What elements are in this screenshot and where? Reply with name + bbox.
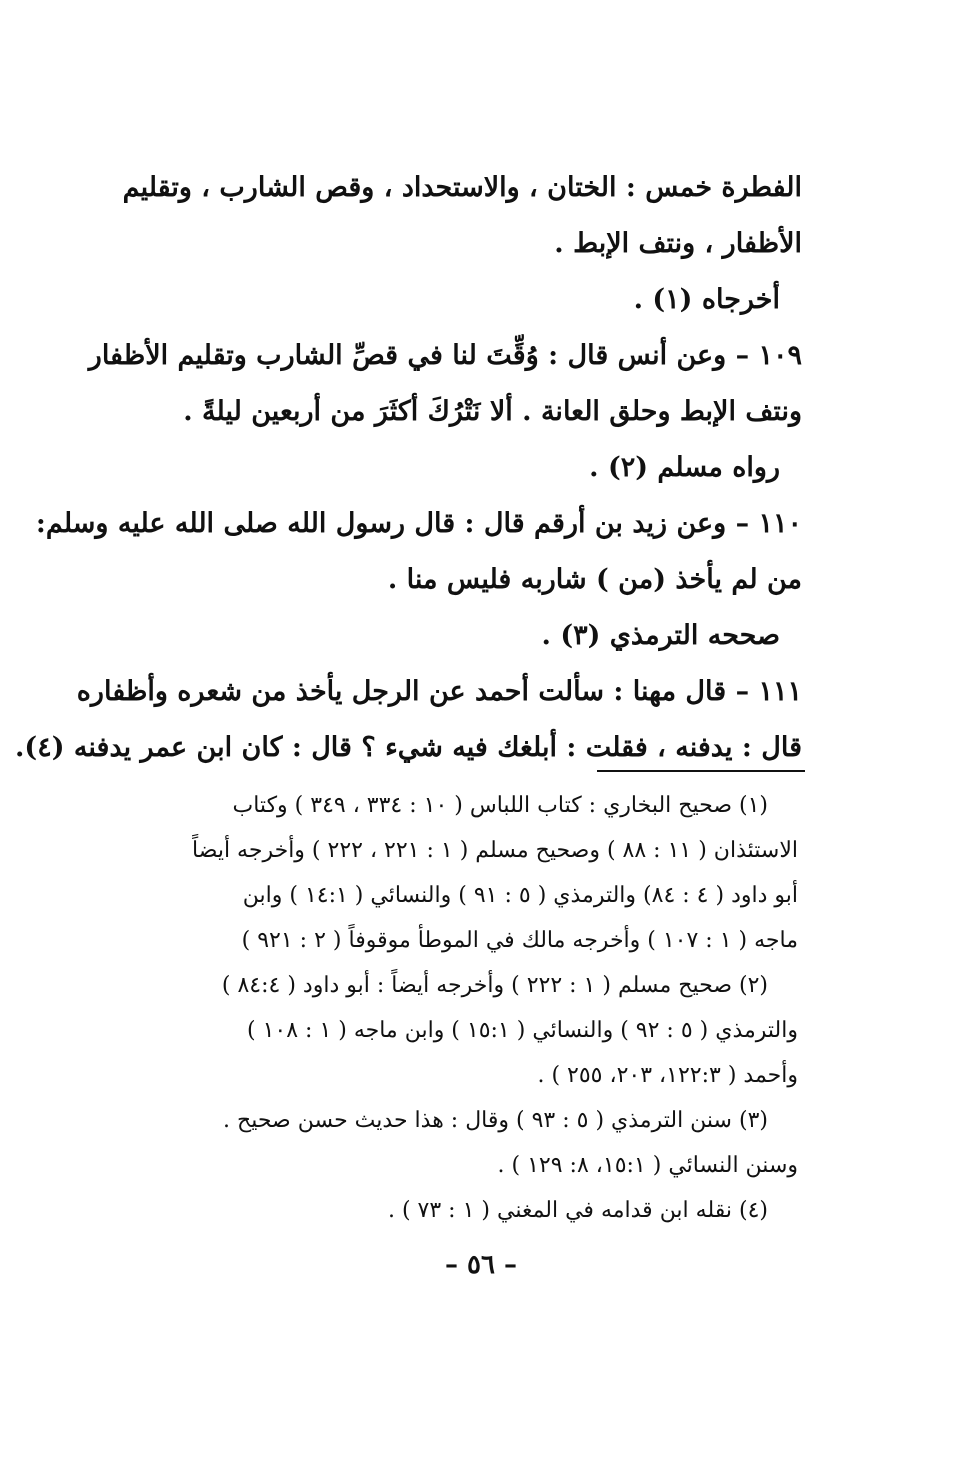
text-line: قال : يدفنه ، فقلت : أبلغك فيه شيء ؟ قال : كان ابن عمر يدفنه (٤). [15, 732, 802, 763]
hadith-111-line: ١١١ – قال مهنا : سألت أحمد عن الرجل يأخذ من شعره وأظفاره [76, 676, 802, 707]
footnote-line: أبو داود ( ٤ : ٨٤) والترمذي ( ٥ : ٩١ ) والنسائي ( ١٤:١ ) وابن [242, 883, 798, 908]
footnote-line: والترمذي ( ٥ : ٩٢ ) والنسائي ( ١٥:١ ) وابن ماجه ( ١ : ١٠٨ ) [247, 1018, 798, 1043]
footnote-2: (٢) صحيح مسلم ( ١ : ٢٢٢ ) وأخرجه أيضاً : أبو داود ( ٨٤:٤ ) [221, 973, 768, 998]
footnotes [148, 783, 798, 1233]
text-line: ونتف الإبط وحلق العانة . ألا نَتْرُكَ أكثَرَ من أربعين ليلةً . [183, 396, 802, 427]
footnote-1: (١) صحيح البخاري : كتاب اللباس ( ١٠ : ٣٣٤ ، ٣٤٩ ) وكتاب [232, 793, 768, 818]
footnote-line: الاستئذان ( ١١ : ٨٨ ) وصحيح مسلم ( ١ : ٢٢١ ، ٢٢٢ ) وأخرجه أيضاً [192, 838, 798, 863]
footnote-line: وسنن النسائي ( ١٥:١، ٨: ١٢٩ ) . [497, 1153, 798, 1178]
hadith-110-line: ١١٠ – وعن زيد بن أرقم قال : قال رسول الله صلى الله عليه وسلم: [35, 508, 802, 539]
source-line: أخرجاه (١) . [633, 284, 780, 315]
source-line: رواه مسلم (٢) . [589, 452, 780, 483]
main-text [15, 160, 802, 776]
footnote-line: وأحمد ( ١٢٢:٣، ٢٠٣، ٢٥٥ ) . [537, 1063, 798, 1088]
footnote-4: (٤) نقله ابن قدامه في المغني ( ١ : ٧٣ ) . [387, 1198, 768, 1223]
text-line: الأظفار ، ونتف الإبط . [554, 228, 802, 259]
page-number: – ٥٦ – [444, 1250, 518, 1280]
footnote-divider [597, 770, 805, 772]
text-line: الفطرة خمس : الختان ، والاستحداد ، وقص الشارب ، وتقليم [122, 172, 802, 203]
text-line: من لم يأخذ (من ) شاربه فليس منا . [387, 564, 802, 595]
footnote-3: (٣) سنن الترمذي ( ٥ : ٩٣ ) وقال : هذا حديث حسن صحيح . [223, 1108, 768, 1133]
hadith-109-line: ١٠٩ – وعن أنس قال : وُقِّتَ لنا في قصِّ الشارب وتقليم الأظفار [88, 340, 802, 371]
footnote-line: ماجه ( ١ : ١٠٧ ) وأخرجه مالك في الموطأ موقوفاً ( ٢ : ٩٢١ ) [241, 928, 798, 953]
source-line: صححه الترمذي (٣) . [541, 620, 780, 651]
